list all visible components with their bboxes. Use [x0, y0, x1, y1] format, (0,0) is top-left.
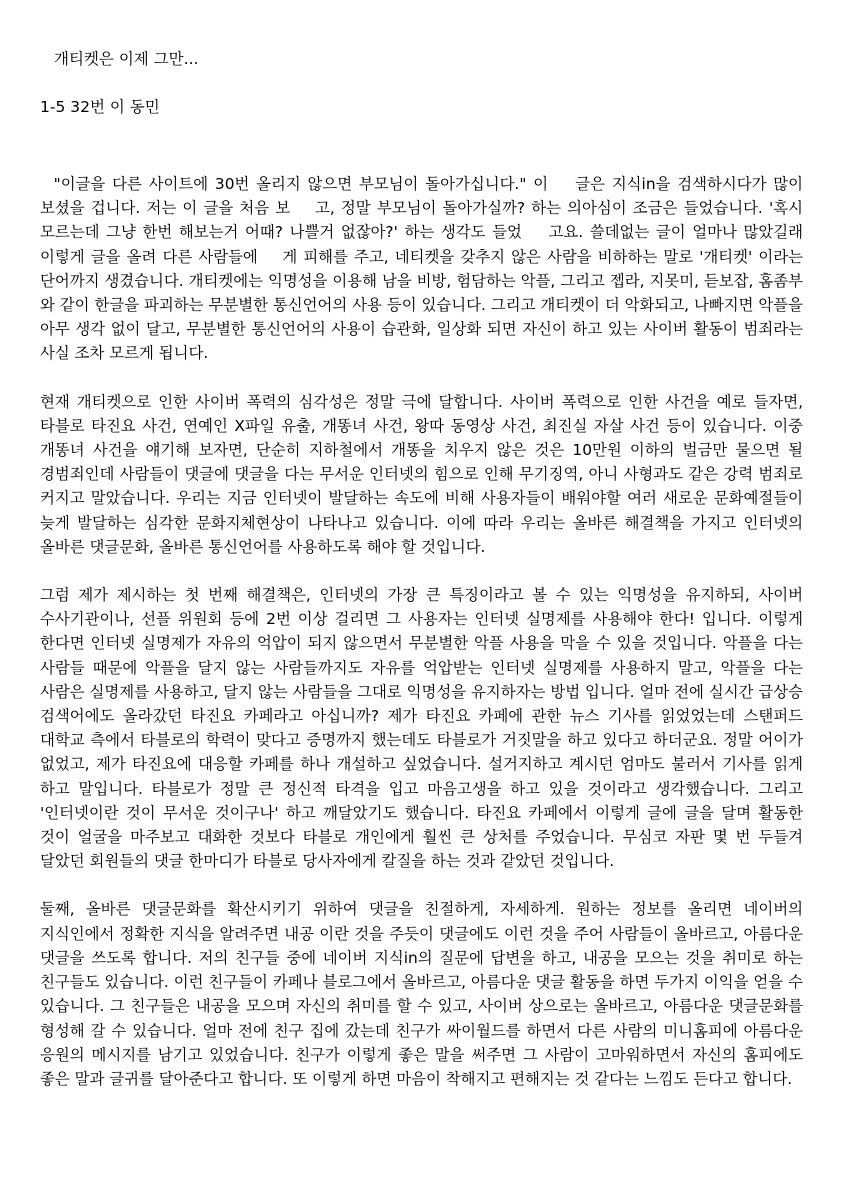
document-author: 1-5 32번 이 동민	[40, 98, 160, 116]
document-title: 개티켓은 이제 그만...	[54, 50, 199, 68]
paragraph-solution-two: 둘째, 올바른 댓글문화를 확산시키기 위하여 댓글을 친절하게, 자세하게. 원하는 정보를 올리면 네이버의 지식인에서 정확한 지식을 알려주면 내공 이란 것을 주듯이 댓글에도 이런 것을 주어 사람들이 올바르고, 아름다운 댓글을 쓰도록 합니다. 저의 친구들 중에 네이버 지식in의 질문에 답변을 하고, 내공을 모으는 것을 취미로 하는 친구들도 있습니다. 이런 친구들이 카페나 블로그에서 올바르고, 아름다운 댓글 활동을 하면 두가지 이익을 얻을 수 있습니다. 그 친구들은 내공을 모으며 자신의 취미를 할 수 있고, 사이버 상으로는 올바르고, 아름다운 댓글문화를 형성해 갈 수 있습니다. 얼마 전에 친구 집에 갔는데 친구가 싸이월드를 하면서 다른 사람의 미니홈피에 아름다운 응원의 메시지를 남기고 있었습니다. 친구가 이렇게 좋은 말을 써주면 그 사람이 고마워하면서 자신의 홈피에도 좋은 말과 글귀를 달아준다고 합니다. 또 이렇게 하면 마음이 착해지고 편해지는 것 같다는 느낌도 든다고 합니다.	[40, 900, 808, 1088]
paragraph-seriousness: 현재 개티켓으로 인한 사이버 폭력의 심각성은 정말 극에 달합니다. 사이버 폭력으로 인한 사건을 예로 들자면, 타블로 타진요 사건, 연예인 X파일 유출, 개똥녀 사건, 왕따 동영상 사건, 최진실 자살 사건 등이 있습니다. 이중 개똥녀 사건을 얘기해 보자면, 단순히 지하철에서 개똥을 치우지 않은 것은 10만원 이하의 벌금만 물으면 될 경범죄인데 사람들이 댓글에 댓글을 다는 무서운 인터넷의 힘으로 인해 무기징역, 아니 사형과도 같은 강력 범죄로 커지고 말았습니다. 우리는 지금 인터넷이 발달하는 속도에 비해 사용자들이 배워야할 여러 새로운 문화예절들이 늦게 발달하는 심각한 문화지체현상이 나타나고 있습니다. 이에 따라 우리는 올바른 해결책을 가지고 인터넷의 올바른 댓글문화, 올바른 통신언어를 사용하도록 해야 할 것입니다.	[40, 392, 808, 556]
paragraph-intro: "이글을 다른 사이트에 30번 올리지 않으면 부모님이 돌아가십니다." 이 글은 지식in을 검색하시다가 많이 보셨을 겁니다. 저는 이 글을 처음 보 고, 정말 부모님이 돌아가실까? 하는 의아심이 조금은 들었습니다. '혹시 모르는데 그냥 한번 해보는거 어때? 나쁠거 없잖아?' 하는 생각도 들었 고요. 쓸데없는 글이 얼마나 많았길래 이렇게 글을 올려 다른 사람들에 게 피해를 주고, 네티켓을 갖추지 않은 사람을 비하하는 말로 '개티켓' 이라는 단어까지 생겼습니다. 개티켓에는 익명성을 이용해 남을 비방, 험담하는 악플, 그리고 젭라, 지못미, 듣보잡, 홈좀부 와 같이 한글을 파괴하는 무분별한 통신언어의 사용 등이 있습니다. 그리고 개티켓이 더 악화되고, 나빠지면 악플을 아무 생각 없이 달고, 무분별한 통신언어의 사용이 습관화, 일상화 되면 자신이 하고 있는 사이버 활동이 범죄라는 사실 조차 모르게 됩니다.	[40, 175, 823, 363]
paragraph-solution-one: 그럼 제가 제시하는 첫 번째 해결책은, 인터넷의 가장 큰 특징이라고 볼 수 있는 익명성을 유지하되, 사이버 수사기관이나, 선플 위원회 등에 2번 이상 걸리면 그 사용자는 인터넷 실명제를 사용해야 한다! 입니다. 이렇게 한다면 인터넷 실명제가 자유의 억압이 되지 않으면서 무분별한 악플 사용을 막을 수 있을 것입니다. 악플을 다는 사람들 때문에 악플을 달지 않는 사람들까지도 자유를 억압받는 인터넷 실명제를 사용하지 말고, 악플을 다는 사람은 실명제를 사용하고, 달지 않는 사람들을 그대로 익명성을 유지하자는 방법 입니다. 얼마 전에 실시간 급상승 검색어에도 올라갔던 타진요 카페라고 아십니까? 제가 타진요 카페에 관한 뉴스 기사를 읽었었는데 스탠퍼드 대학교 측에서 타블로의 학력이 맞다고 증명까지 했는데도 타블로가 거짓말을 하고 있다고 하더군요. 정말 어이가 없었고, 제가 타진요에 대응할 카페를 하나 개설하고 싶었습니다. 설거지하고 계시던 엄마도 불러서 기사를 읽게 하고 말입니다. 타블로가 정말 큰 정신적 타격을 입고 마음고생을 하고 있을 것이라고 생각했습니다. 그리고 '인터넷이란 것이 무서운 것이구나' 하고 깨달았기도 했습니다. 타진요 카페에서 이렇게 글에 글을 달며 활동한 것이 얼굴을 마주보고 대화한 것보다 타블로 개인에게 훨씬 큰 상처를 주었습니다. 무심코 자판 몇 번 두들겨 달았던 회원들의 댓글 한마디가 타블로 당사자에게 칼질을 하는 것과 같았던 것입니다.	[40, 586, 808, 871]
